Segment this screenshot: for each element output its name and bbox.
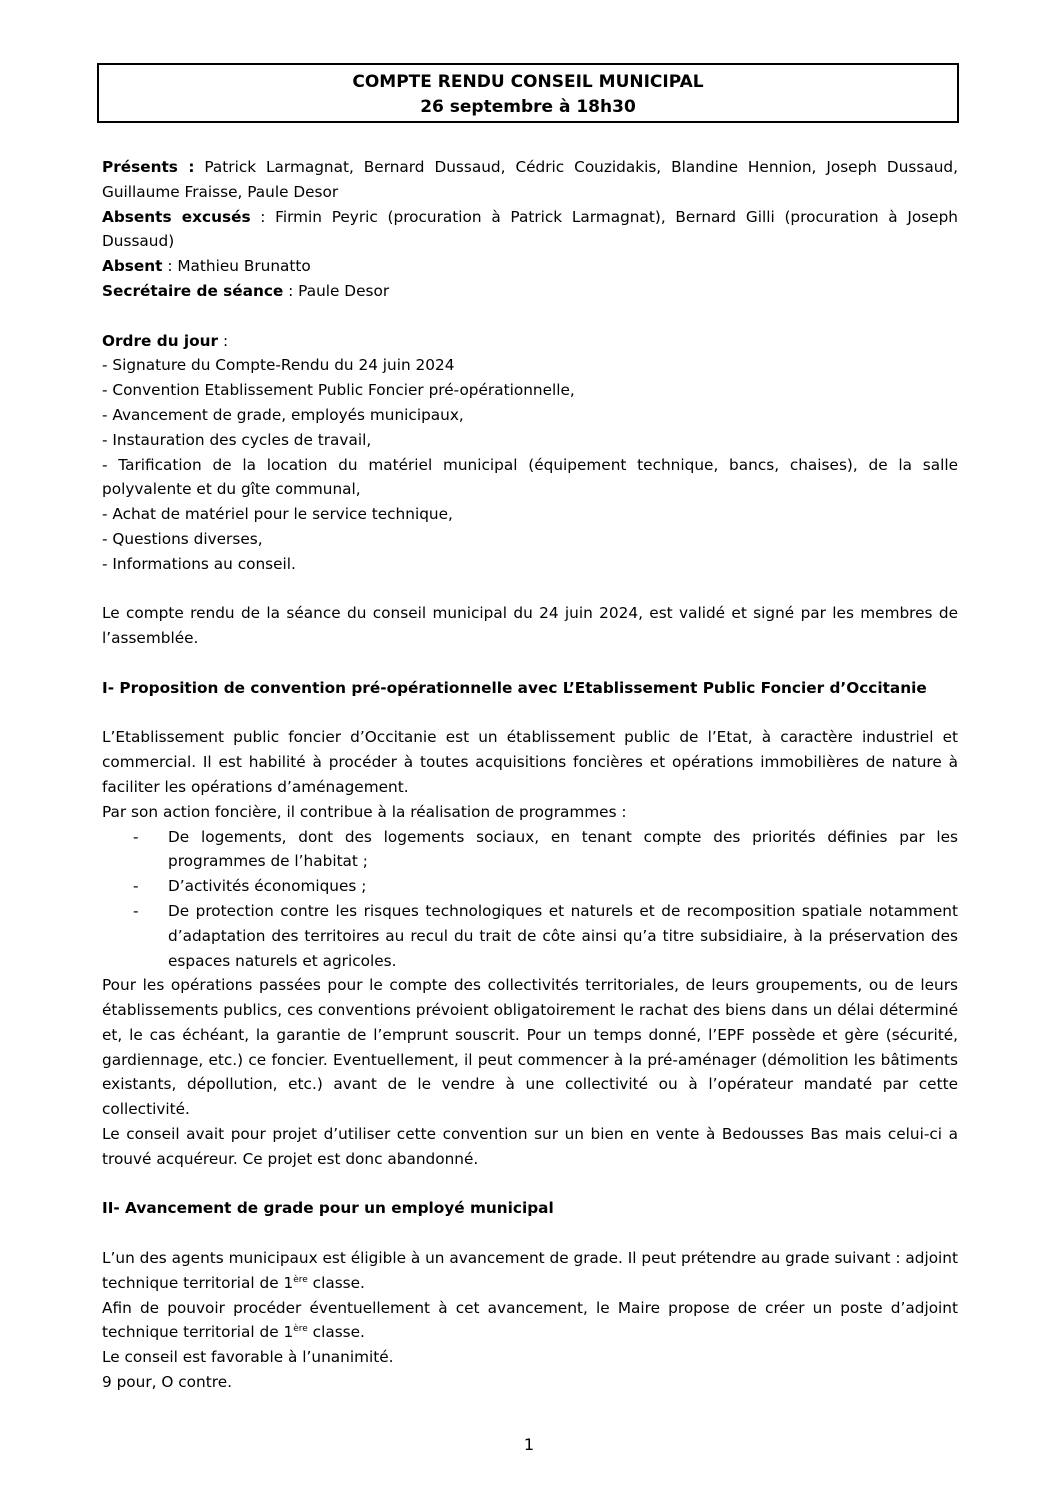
excuses-label: Absents excusés bbox=[102, 207, 251, 226]
secretary-value: : Paule Desor bbox=[283, 281, 390, 300]
section1-heading-text: I- Proposition de convention pré-opérationnelle avec L’Etablissement Public Foncier d’Occitanie bbox=[102, 678, 927, 697]
bullet-dash: - bbox=[133, 901, 139, 920]
ordinal-superscript: ère bbox=[293, 1324, 308, 1335]
list-item-text: D’activités économiques ; bbox=[168, 877, 367, 896]
title-box bbox=[97, 63, 959, 123]
presents-label: Présents : bbox=[102, 158, 195, 176]
presents-line bbox=[102, 155, 958, 205]
programmes-list bbox=[102, 825, 958, 974]
section1-para2: Par son action foncière, il contribue à la réalisation de programmes : bbox=[102, 802, 627, 821]
agenda-item: - Signature du Compte-Rendu du 24 juin 2024 bbox=[102, 356, 455, 375]
excuses-line bbox=[102, 205, 958, 255]
secretary-label: Secrétaire de séance bbox=[102, 281, 284, 300]
presents-value: Patrick Larmagnat, Bernard Dussaud, Cédric Couzidakis, Blandine Hennion, Joseph Dussaud, Guillaume Fraisse, Paule Desor bbox=[102, 158, 958, 201]
excuses-value: : Firmin Peyric (procuration à Patrick Larmagnat), Bernard Gilli (procuration à Joseph Dussaud) bbox=[102, 207, 959, 251]
agenda-label-suffix: : bbox=[218, 331, 229, 350]
section2-para3: Le conseil est favorable à l’unanimité. bbox=[102, 1348, 394, 1367]
document-title: COMPTE RENDU CONSEIL MUNICIPAL bbox=[352, 72, 704, 92]
agenda-heading bbox=[102, 329, 958, 354]
section1-para1: L’Etablissement public foncier d’Occitanie est un établissement public de l’Etat, à caractère industriel et commercial. Il est habilité à procéder à toutes acquisitions foncières et opérations immobilières de nature à faciliter les opérations d’aménagement. bbox=[102, 728, 958, 796]
document-body bbox=[102, 155, 958, 1395]
absent-line bbox=[102, 254, 958, 279]
section2-para1-text: L’un des agents municipaux est éligible à un avancement de grade. Il peut prétendre au grade suivant : adjoint technique territorial de 1 bbox=[102, 1249, 958, 1292]
agenda-item: - Informations au conseil. bbox=[102, 554, 296, 573]
section2-para1 bbox=[102, 1246, 958, 1296]
ordinal-superscript: ère bbox=[293, 1274, 308, 1285]
agenda-item: - Achat de matériel pour le service technique, bbox=[102, 505, 453, 524]
agenda-label: Ordre du jour bbox=[102, 331, 219, 350]
section1-para4: Le conseil avait pour projet d’utiliser cette convention sur un bien en vente à Bedousses Bas mais celui-ci a trouvé acquéreur. Ce projet est donc abandonné. bbox=[102, 1125, 958, 1168]
section2-para2 bbox=[102, 1296, 958, 1346]
meeting-date: 26 septembre à 18h30 bbox=[420, 97, 636, 117]
page-number: 1 bbox=[523, 1435, 535, 1454]
agenda-item: - Convention Etablissement Public Foncier pré-opérationnelle, bbox=[102, 381, 575, 400]
absent-value: : Mathieu Brunatto bbox=[162, 257, 311, 276]
section2-para2-end: classe. bbox=[307, 1323, 365, 1342]
list-item bbox=[102, 899, 958, 973]
agenda-item: - Tarification de la location du matériel municipal (équipement technique, bancs, chaises), de la salle polyvalente et du gîte communal, bbox=[102, 455, 958, 499]
agenda-item: - Instauration des cycles de travail, bbox=[102, 430, 372, 449]
bullet-dash: - bbox=[133, 827, 139, 846]
section1-para3: Pour les opérations passées pour le compte des collectivités territoriales, de leurs groupements, ou de leurs établissements publics, ces conventions prévoient obligatoirement le rachat des biens dans un délai déterminé et, le cas échéant, la garantie de l’emprunt souscrit. Pour un temps donné, l’EPF possède et gère (sécurité, gardiennage, etc.) ce foncier. Eventuellement, il peut commencer à la pré-aménager (démolition les bâtiments existants, dépollution, etc.) avant de le vendre à une collectivité ou à l’opérateur mandaté par cette collectivité. bbox=[102, 976, 958, 1119]
absent-label: Absent bbox=[102, 257, 163, 276]
list-item-text: De logements, dont des logements sociaux, en tenant compte des priorités définies par les programmes de l’habitat ; bbox=[168, 827, 958, 871]
agenda-item: - Questions diverses, bbox=[102, 529, 263, 548]
section1-heading bbox=[102, 676, 958, 701]
validation-paragraph: Le compte rendu de la séance du conseil municipal du 24 juin 2024, est validé et signé par les membres de l’assemblée. bbox=[102, 604, 958, 648]
list-item bbox=[102, 825, 958, 875]
section2-para1-end: classe. bbox=[307, 1273, 365, 1292]
section2-heading bbox=[102, 1196, 958, 1221]
secretary-line bbox=[102, 279, 958, 304]
list-item-text: De protection contre les risques technologiques et naturels et de recomposition spatiale notamment d’adaptation des territoires au recul du trait de côte ainsi qu’a titre subsidiaire, à la préservation des espaces naturels et agricoles. bbox=[168, 901, 958, 970]
section2-para2-text: Afin de pouvoir procéder éventuellement à cet avancement, le Maire propose de créer un poste d’adjoint technique territorial de 1 bbox=[102, 1298, 958, 1342]
list-item bbox=[102, 874, 958, 899]
agenda-item: - Avancement de grade, employés municipaux, bbox=[102, 405, 464, 424]
bullet-dash: - bbox=[133, 877, 139, 896]
section2-heading-text: II- Avancement de grade pour un employé municipal bbox=[102, 1199, 554, 1218]
vote-result: 9 pour, O contre. bbox=[102, 1373, 232, 1392]
